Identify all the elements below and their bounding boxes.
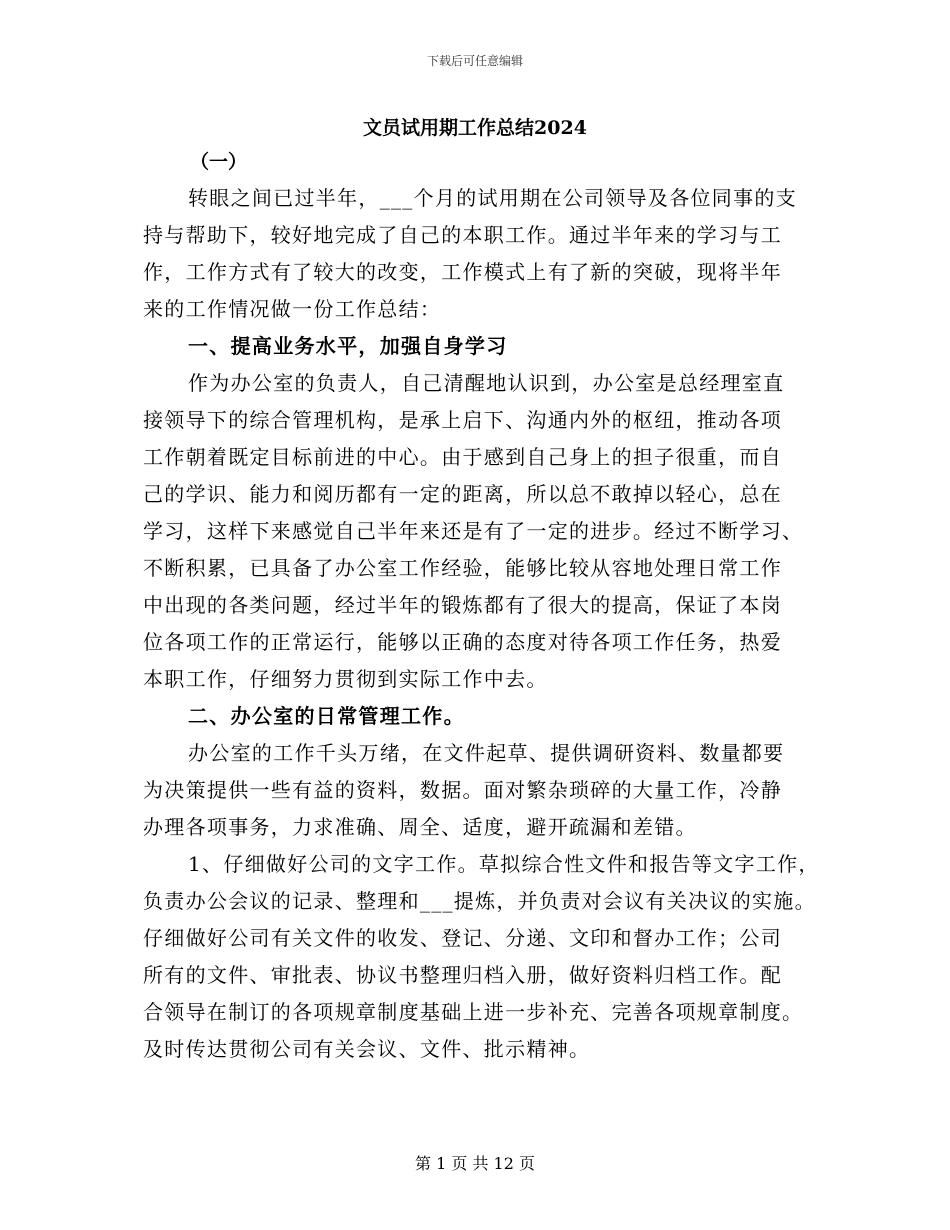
paragraph-line: 为决策提供一些有益的资料，数据。面对繁杂琐碎的大量工作，冷静 <box>143 778 782 802</box>
paragraph-line: 来的工作情况做一份工作总结： <box>143 297 442 321</box>
paragraph-line: 中出现的各类问题，经过半年的锻炼都有了很大的提高，保证了本岗 <box>143 593 782 617</box>
paragraph-line: 负责办公会议的记录、整理和___提炼，并负责对会议有关决议的实施。 <box>143 889 816 913</box>
document-subtitle: （一） <box>190 151 248 173</box>
section-heading: 二、办公室的日常管理工作。 <box>188 704 465 728</box>
paragraph-line: 接领导下的综合管理机构，是承上启下、沟通内外的枢纽，推动各项 <box>143 408 782 432</box>
paragraph-line: 所有的文件、审批表、协议书整理归档入册，做好资料归档工作。配 <box>143 963 782 987</box>
paragraph-line: 1、仔细做好公司的文字工作。草拟综合性文件和报告等文字工作， <box>188 852 820 876</box>
paragraph-line: 仔细做好公司有关文件的收发、登记、分递、文印和督办工作；公司 <box>143 926 782 950</box>
paragraph-line: 本职工作，仔细努力贯彻到实际工作中去。 <box>143 667 548 691</box>
document-title: 文员试用期工作总结2024 <box>363 117 587 139</box>
document-body <box>143 180 823 1068</box>
paragraph-line: 学习，这样下来感觉自己半年来还是有了一定的进步。经过不断学习、 <box>143 519 804 543</box>
paragraph-line: 作，工作方式有了较大的改变，工作模式上有了新的突破，现将半年 <box>143 260 782 284</box>
paragraph-line: 办理各项事务，力求准确、周全、适度，避开疏漏和差错。 <box>143 815 697 839</box>
paragraph-line: 合领导在制订的各项规章制度基础上进一步补充、完善各项规章制度。 <box>143 1000 804 1024</box>
page-footer: 第 1 页 共 12 页 <box>415 1154 535 1173</box>
paragraph-line: 及时传达贯彻公司有关会议、文件、批示精神。 <box>143 1037 591 1061</box>
paragraph-line: 不断积累，已具备了办公室工作经验，能够比较从容地处理日常工作 <box>143 556 782 580</box>
paragraph-line: 位各项工作的正常运行，能够以正确的态度对待各项工作任务，热爱 <box>143 630 782 654</box>
section-heading: 一、提高业务水平，加强自身学习 <box>188 334 508 358</box>
paragraph-line: 己的学识、能力和阅历都有一定的距离，所以总不敢掉以轻心，总在 <box>143 482 782 506</box>
paragraph-line: 办公室的工作千头万绪，在文件起草、提供调研资料、数量都要 <box>188 741 785 765</box>
page-header: 下载后可任意编辑 <box>426 54 523 68</box>
paragraph-line: 持与帮助下，较好地完成了自己的本职工作。通过半年来的学习与工 <box>143 223 782 247</box>
paragraph-line: 转眼之间已过半年，___个月的试用期在公司领导及各位同事的支 <box>188 186 797 210</box>
paragraph-line: 作为办公室的负责人，自己清醒地认识到，办公室是总经理室直 <box>188 371 785 395</box>
paragraph-line: 工作朝着既定目标前进的中心。由于感到自己身上的担子很重，而自 <box>143 445 782 469</box>
